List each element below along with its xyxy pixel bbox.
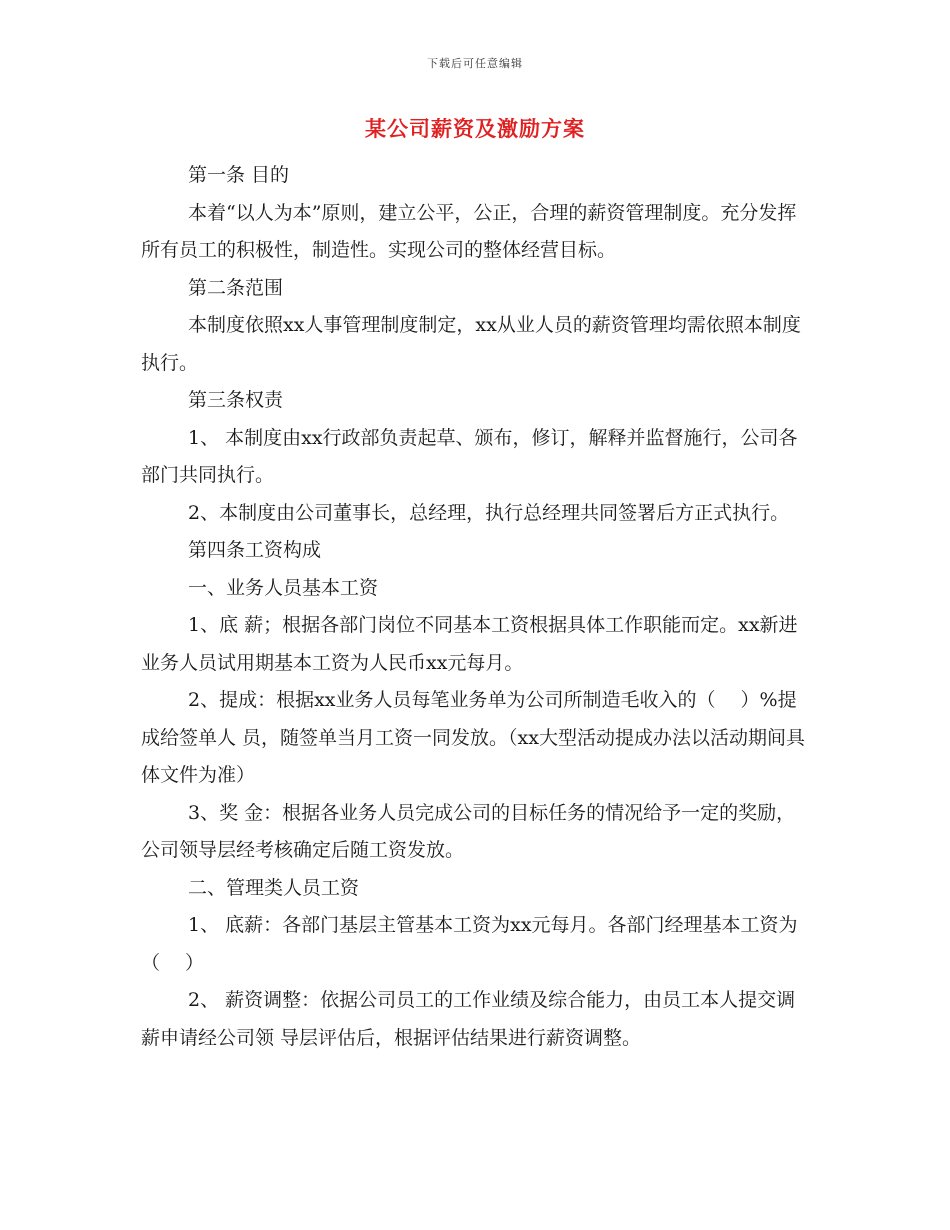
business-base-salary: 1、底 薪；根据各部门岗位不同基本工资根据具体工作职能而定。xx新进业务人员试用期基本工资为人民币xx元每月。 (141, 614, 798, 674)
management-salary-adjustment: 2、 薪资调整：依据公司员工的工作业绩及综合能力，由员工本人提交调薪申请经公司领 导层评估后，根据评估结果进行薪资调整。 (141, 989, 796, 1049)
business-commission: 2、提成：根据xx业务人员每笔业务单为公司所制造毛收入的（ ）%提成给签单人 员，随签单当月工资一同发放。（xx大型活动提成办法以活动期间具体文件为准） (141, 689, 805, 786)
document-title: 某公司薪资及激励方案 (365, 116, 585, 141)
document-body (141, 157, 811, 1057)
article-2-text: 本制度依照xx人事管理制度制定，xx从业人员的薪资管理均需依照本制度执行。 (141, 314, 801, 374)
section-business-staff-heading: 一、业务人员基本工资 (188, 576, 379, 599)
article-3-item-2: 2、本制度由公司董事长，总经理，执行总经理共同签署后方正式执行。 (188, 501, 790, 524)
article-3-heading: 第三条权责 (188, 389, 284, 411)
page-header-note: 下载后可任意编辑 (427, 57, 523, 70)
article-2-heading: 第二条范围 (188, 276, 284, 299)
article-4-heading: 第四条工资构成 (188, 539, 322, 561)
article-1-text: 本着“以人为本”原则，建立公平，公正，合理的薪资管理制度。充分发挥所有员工的积极性，制造性。实现公司的整体经营目标。 (141, 201, 797, 261)
article-1-heading: 第一条 目的 (188, 164, 290, 186)
management-base-salary: 1、 底薪：各部门基层主管基本工资为xx元每月。各部门经理基本工资为（ ） (141, 914, 798, 974)
article-3-item-1: 1、 本制度由xx行政部负责起草、颁布，修订，解释并监督施行，公司各部门共同执行。 (141, 426, 798, 486)
section-management-staff-heading: 二、管理类人员工资 (188, 876, 360, 899)
business-bonus: 3、奖 金：根据各业务人员完成公司的目标任务的情况给予一定的奖励，公司领导层经考核确定后随工资发放。 (141, 801, 796, 861)
